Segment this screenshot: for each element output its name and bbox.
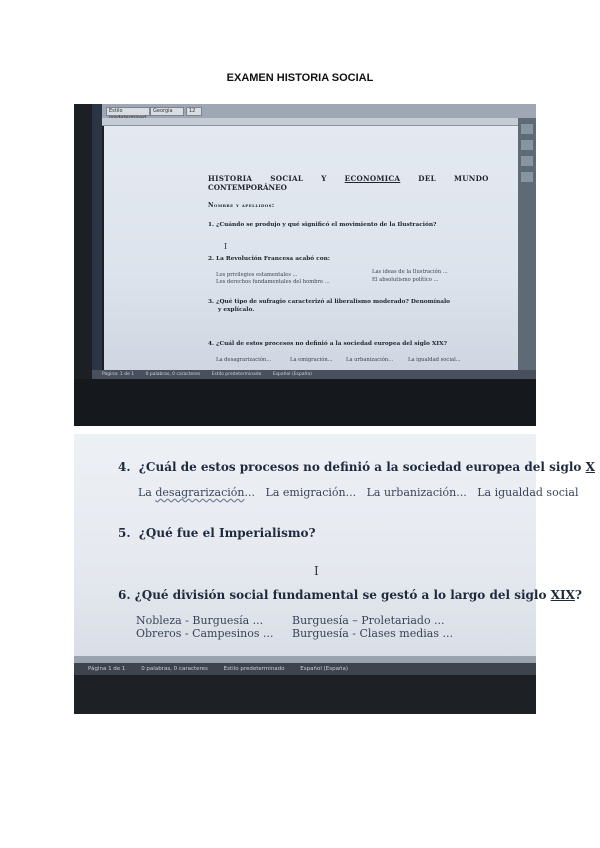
status-words: 0 palabras, 0 caracteres: [141, 666, 208, 672]
text-cursor: I: [224, 242, 228, 251]
tool-icon[interactable]: [521, 156, 533, 166]
option-text: Los derechos fundamentales del hombre ...: [216, 279, 330, 285]
option-text: La emigración...: [290, 357, 333, 363]
tool-icon[interactable]: [521, 172, 533, 182]
status-bar-top: [74, 656, 536, 663]
document-page-zoomed: [74, 434, 595, 656]
size-dropdown[interactable]: 12: [186, 107, 202, 116]
status-bar: [74, 663, 536, 675]
toolbar: [102, 104, 536, 118]
tool-icon[interactable]: [521, 124, 533, 134]
question-4: 4. ¿Cuál de estos procesos no definió a la sociedad europea del siglo XIX?: [208, 341, 447, 347]
page-title: EXAMEN HISTORIA SOCIAL: [226, 72, 374, 84]
option-text: Nobleza - Burguesía ...: [136, 614, 264, 627]
option-text: Obreros - Campesinos ...: [136, 627, 274, 640]
options-row-zoomed: La desagrarización... La emigración... La urbanización... La igualdad social: [138, 486, 579, 499]
name-label: Nombre y apellidos:: [208, 202, 275, 209]
option-text: Los privilegios estamentales ...: [216, 272, 298, 278]
document-page: [104, 126, 518, 372]
question-1: 1. ¿Cuándo se produjo y qué significó el movimiento de la Ilustración?: [208, 222, 437, 228]
photo-screen-zoom: [74, 434, 595, 714]
right-toolbar: [518, 118, 536, 374]
option-text: Las ideas de la Ilustración ...: [372, 269, 448, 275]
monitor-bezel: [74, 379, 536, 426]
status-bar: [92, 370, 536, 379]
question-2: 2. La Revolución Francesa acabó con:: [208, 256, 330, 262]
document-heading: HISTORIA SOCIAL Y ECONOMICA DEL MUNDO: [208, 174, 489, 183]
question-5-zoomed: 5. ¿Qué fue el Imperialismo?: [118, 526, 316, 540]
option-text: La desagrarización...: [216, 357, 272, 363]
option-text: El absolutismo político ...: [372, 277, 439, 283]
status-style: Estilo predeterminado: [223, 666, 285, 672]
screen-left-edge: [92, 104, 102, 374]
style-dropdown[interactable]: Estilo: [106, 107, 150, 116]
question-4-zoomed: 4. ¿Cuál de estos procesos no definió a la sociedad europea del siglo X: [118, 460, 595, 474]
status-words: 0 palabras, 0 caracteres: [145, 372, 201, 377]
option-text: La urbanización...: [346, 357, 394, 363]
ruler: [102, 118, 536, 126]
status-language: Español (España): [300, 666, 348, 672]
tool-icon[interactable]: [521, 140, 533, 150]
document-heading-line2: CONTEMPORÁNEO: [208, 183, 287, 192]
option-text: Burguesía – Proletariado ...: [292, 614, 445, 627]
status-page: Página: 1 de 1: [102, 372, 135, 377]
monitor-bezel: [74, 675, 536, 714]
status-page: Página 1 de 1: [88, 666, 126, 672]
question-6-zoomed: 6. ¿Qué división social fundamental se gestó a lo largo del siglo XIX?: [118, 588, 582, 602]
status-style: Estilo predeterminado: [211, 372, 262, 377]
question-3: 3. ¿Qué tipo de sufragio caracterizó al liberalismo moderado? Denomínalo: [208, 299, 451, 305]
option-text: Burguesía - Clases medias ...: [292, 627, 453, 640]
question-3-line2: y explícalo.: [218, 307, 255, 313]
photo-screen-overview: [74, 104, 536, 426]
font-dropdown[interactable]: Georgia: [150, 107, 184, 116]
option-text: La igualdad social...: [408, 357, 461, 363]
text-cursor: I: [314, 564, 319, 578]
status-language: Español (España): [272, 372, 312, 377]
